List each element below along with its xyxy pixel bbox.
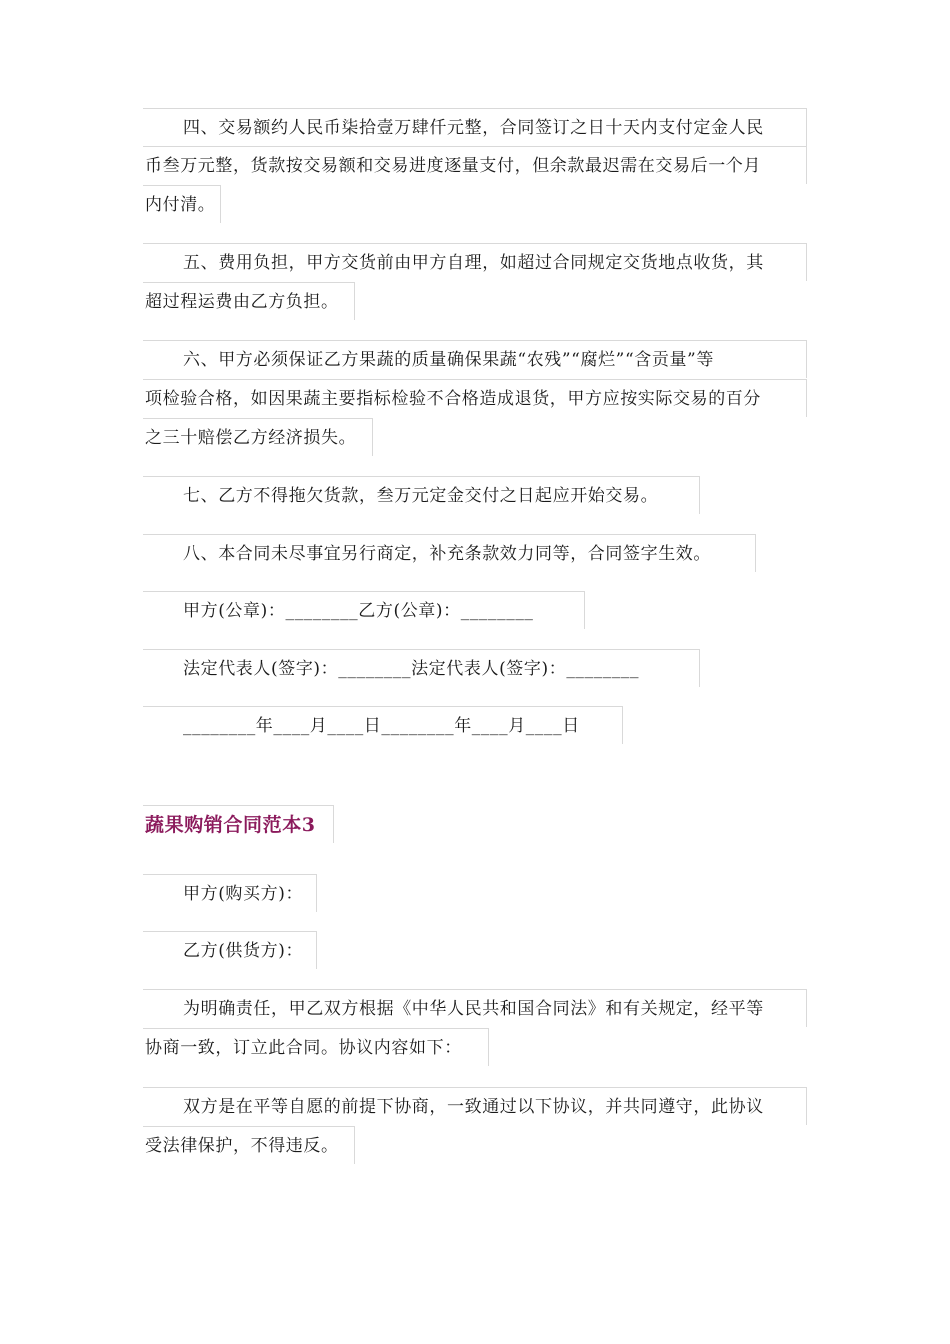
clause-8: 八、本合同未尽事宜另行商定，补充条款效力同等，合同签字生效。 <box>143 534 756 572</box>
clause-7: 七、乙方不得拖欠货款，叁万元定金交付之日起应开始交易。 <box>143 476 700 514</box>
clause-4-line-3: 内付清。 <box>143 185 221 223</box>
signature-seal-line: 甲方(公章)：________乙方(公章)：________ <box>143 591 585 629</box>
intro-line-2: 协商一致，订立此合同。协议内容如下： <box>143 1028 489 1066</box>
clause-4-line-1: 四、交易额约人民币柒拾壹万肆仟元整，合同签订之日十天内支付定金人民 <box>143 108 807 146</box>
signature-representative-line: 法定代表人(签字)：________法定代表人(签字)：________ <box>143 649 700 687</box>
section-heading: 蔬果购销合同范本3 <box>143 805 334 843</box>
agreement-line-1: 双方是在平等自愿的前提下协商，一致通过以下协议，并共同遵守，此协议 <box>143 1087 807 1125</box>
clause-5-line-1: 五、费用负担，甲方交货前由甲方自理，如超过合同规定交货地点收货，其 <box>143 243 807 281</box>
clause-6-line-1: 六、甲方必须保证乙方果蔬的质量确保果蔬“农残”“腐烂”“含贡量”等 <box>143 340 807 378</box>
signature-date-line: ________年____月____日________年____月____日 <box>143 706 623 744</box>
party-a-label: 甲方(购买方)： <box>143 874 317 912</box>
clause-6-line-3: 之三十赔偿乙方经济损失。 <box>143 418 373 456</box>
clause-6-line-2: 项检验合格，如因果蔬主要指标检验不合格造成退货，甲方应按实际交易的百分 <box>143 379 807 417</box>
party-b-label: 乙方(供货方)： <box>143 931 317 969</box>
clause-4-line-2: 币叁万元整，货款按交易额和交易进度逐量支付，但余款最迟需在交易后一个月 <box>143 146 807 184</box>
clause-5-line-2: 超过程运费由乙方负担。 <box>143 282 355 320</box>
intro-line-1: 为明确责任，甲乙双方根据《中华人民共和国合同法》和有关规定，经平等 <box>143 989 807 1027</box>
agreement-line-2: 受法律保护，不得违反。 <box>143 1126 355 1164</box>
